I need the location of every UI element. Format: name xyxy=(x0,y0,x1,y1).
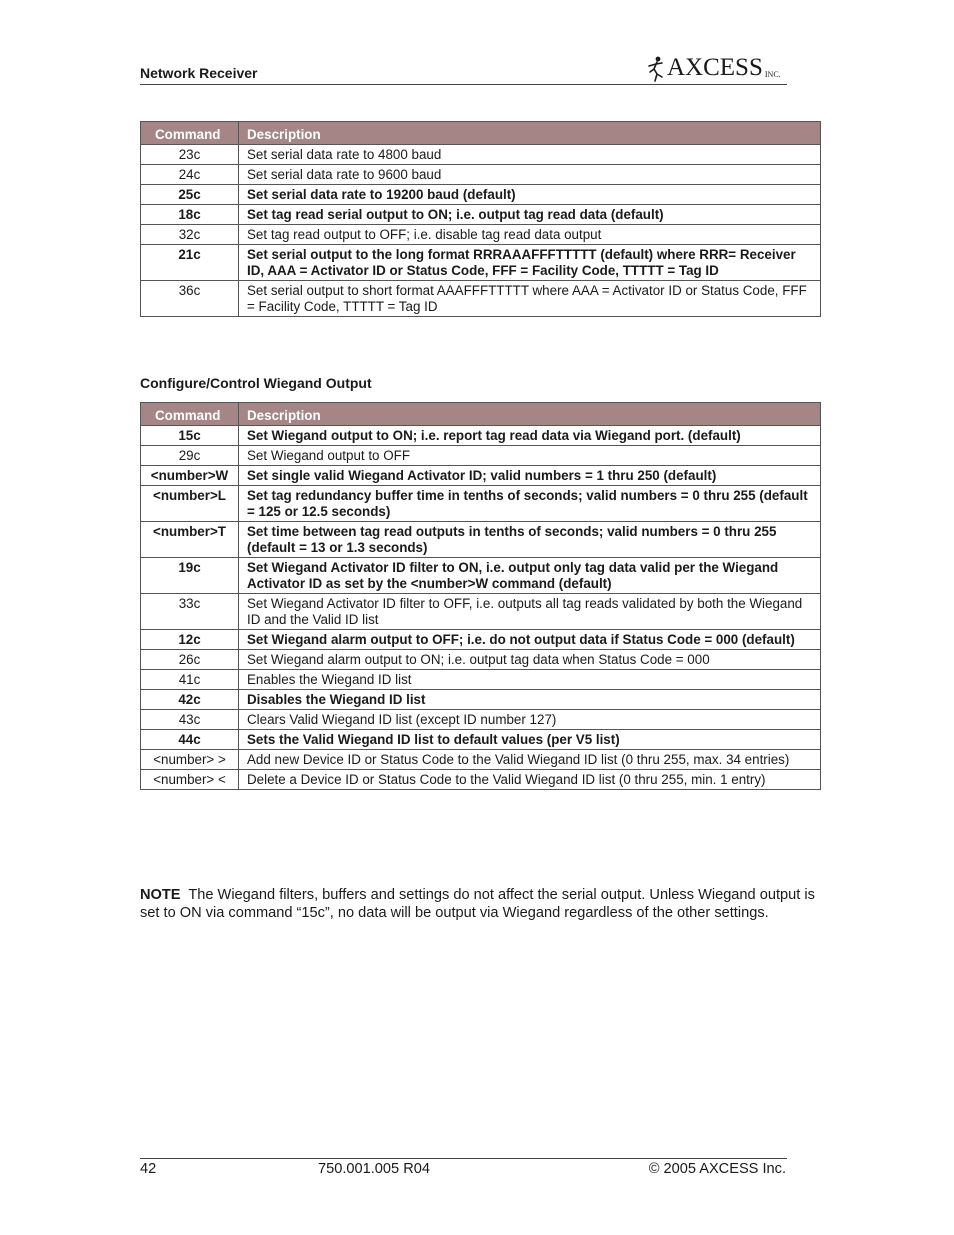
command-cell: 32c xyxy=(141,225,239,245)
column-header-command: Command xyxy=(141,403,239,426)
table-row xyxy=(141,185,821,205)
command-cell: 42c xyxy=(141,690,239,710)
company-logo xyxy=(645,54,781,82)
table-row xyxy=(141,630,821,650)
logo-wordmark: AXCESS xyxy=(667,54,763,81)
description-cell: Set Wiegand Activator ID filter to OFF, i.e. outputs all tag reads validated by both the Wiegand ID and the Valid ID list xyxy=(239,594,821,630)
table-row xyxy=(141,426,821,446)
table-row xyxy=(141,710,821,730)
table-row xyxy=(141,205,821,225)
table-row xyxy=(141,690,821,710)
column-header-command: Command xyxy=(141,122,239,145)
description-cell: Set serial data rate to 9600 baud xyxy=(239,165,821,185)
logo-suffix: INC. xyxy=(764,70,781,79)
table-row xyxy=(141,245,821,281)
header-title: Network Receiver xyxy=(140,65,258,81)
command-cell: 41c xyxy=(141,670,239,690)
description-cell: Sets the Valid Wiegand ID list to default values (per V5 list) xyxy=(239,730,821,750)
runner-logo-icon xyxy=(645,56,667,82)
command-cell: 23c xyxy=(141,145,239,165)
command-cell: <number>L xyxy=(141,486,239,522)
description-cell: Set serial output to short format AAAFFFTTTTT where AAA = Activator ID or Status Code, FFF = Facility Code, TTTTT = Tag ID xyxy=(239,281,821,317)
command-cell: 43c xyxy=(141,710,239,730)
description-cell: Delete a Device ID or Status Code to the Valid Wiegand ID list (0 thru 255, min. 1 entry) xyxy=(239,770,821,790)
table-row xyxy=(141,750,821,770)
table-row xyxy=(141,165,821,185)
description-cell: Disables the Wiegand ID list xyxy=(239,690,821,710)
command-cell: 33c xyxy=(141,594,239,630)
command-cell: 12c xyxy=(141,630,239,650)
document-number: 750.001.005 R04 xyxy=(318,1161,430,1177)
description-cell: Set serial data rate to 4800 baud xyxy=(239,145,821,165)
command-cell: 44c xyxy=(141,730,239,750)
table-row xyxy=(141,522,821,558)
command-cell: 15c xyxy=(141,426,239,446)
command-cell: <number>T xyxy=(141,522,239,558)
copyright: © 2005 AXCESS Inc. xyxy=(648,1161,786,1177)
command-cell: 26c xyxy=(141,650,239,670)
command-cell: 21c xyxy=(141,245,239,281)
command-cell: 29c xyxy=(141,446,239,466)
table-row xyxy=(141,486,821,522)
description-cell: Set tag read serial output to ON; i.e. output tag read data (default) xyxy=(239,205,821,225)
command-cell: <number> > xyxy=(141,750,239,770)
table-row xyxy=(141,730,821,750)
note-text: The Wiegand filters, buffers and settings do not affect the serial output. Unless Wiegand output is set to ON via command “15c”, no data will be output via Wiegand regardless of the other settings. xyxy=(140,887,815,921)
wiegand-commands-table xyxy=(140,402,821,790)
table-row xyxy=(141,558,821,594)
table-row xyxy=(141,770,821,790)
table-row xyxy=(141,670,821,690)
description-cell: Set tag read output to OFF; i.e. disable tag read data output xyxy=(239,225,821,245)
table-row xyxy=(141,650,821,670)
description-cell: Set Wiegand alarm output to OFF; i.e. do not output data if Status Code = 000 (default) xyxy=(239,630,821,650)
serial-commands-table xyxy=(140,121,821,317)
table-row xyxy=(141,594,821,630)
description-cell: Set time between tag read outputs in tenths of seconds; valid numbers = 0 thru 255 (default = 13 or 1.3 seconds) xyxy=(239,522,821,558)
column-header-description: Description xyxy=(239,403,821,426)
table-header-row xyxy=(141,403,821,426)
description-cell: Set tag redundancy buffer time in tenths of seconds; valid numbers = 0 thru 255 (default = 125 or 12.5 seconds) xyxy=(239,486,821,522)
column-header-description: Description xyxy=(239,122,821,145)
command-cell: 19c xyxy=(141,558,239,594)
description-cell: Clears Valid Wiegand ID list (except ID number 127) xyxy=(239,710,821,730)
description-cell: Add new Device ID or Status Code to the Valid Wiegand ID list (0 thru 255, max. 34 entries) xyxy=(239,750,821,770)
command-cell: 36c xyxy=(141,281,239,317)
footer-rule xyxy=(140,1158,787,1159)
description-cell: Set Wiegand output to OFF xyxy=(239,446,821,466)
page-number: 42 xyxy=(140,1161,157,1177)
command-cell: 24c xyxy=(141,165,239,185)
command-cell: <number> < xyxy=(141,770,239,790)
table-row xyxy=(141,466,821,486)
table-row xyxy=(141,145,821,165)
description-cell: Enables the Wiegand ID list xyxy=(239,670,821,690)
description-cell: Set serial output to the long format RRRAAAFFFTTTTT (default) where RRR= Receiver ID, AAA = Activator ID or Status Code, FFF = Facility Code, TTTTT = Tag ID xyxy=(239,245,821,281)
command-cell: 25c xyxy=(141,185,239,205)
command-cell: <number>W xyxy=(141,466,239,486)
table-row xyxy=(141,281,821,317)
description-cell: Set Wiegand alarm output to ON; i.e. output tag data when Status Code = 000 xyxy=(239,650,821,670)
header-rule xyxy=(140,84,787,85)
description-cell: Set single valid Wiegand Activator ID; valid numbers = 1 thru 250 (default) xyxy=(239,466,821,486)
description-cell: Set Wiegand Activator ID filter to ON, i.e. output only tag data valid per the Wiegand Activator ID as set by the <number>W command (default) xyxy=(239,558,821,594)
note-paragraph xyxy=(140,886,830,922)
note-label: NOTE xyxy=(140,887,181,903)
table-row xyxy=(141,446,821,466)
command-cell: 18c xyxy=(141,205,239,225)
table-row xyxy=(141,225,821,245)
description-cell: Set serial data rate to 19200 baud (default) xyxy=(239,185,821,205)
section-heading: Configure/Control Wiegand Output xyxy=(140,375,372,391)
table-header-row xyxy=(141,122,821,145)
description-cell: Set Wiegand output to ON; i.e. report tag read data via Wiegand port. (default) xyxy=(239,426,821,446)
